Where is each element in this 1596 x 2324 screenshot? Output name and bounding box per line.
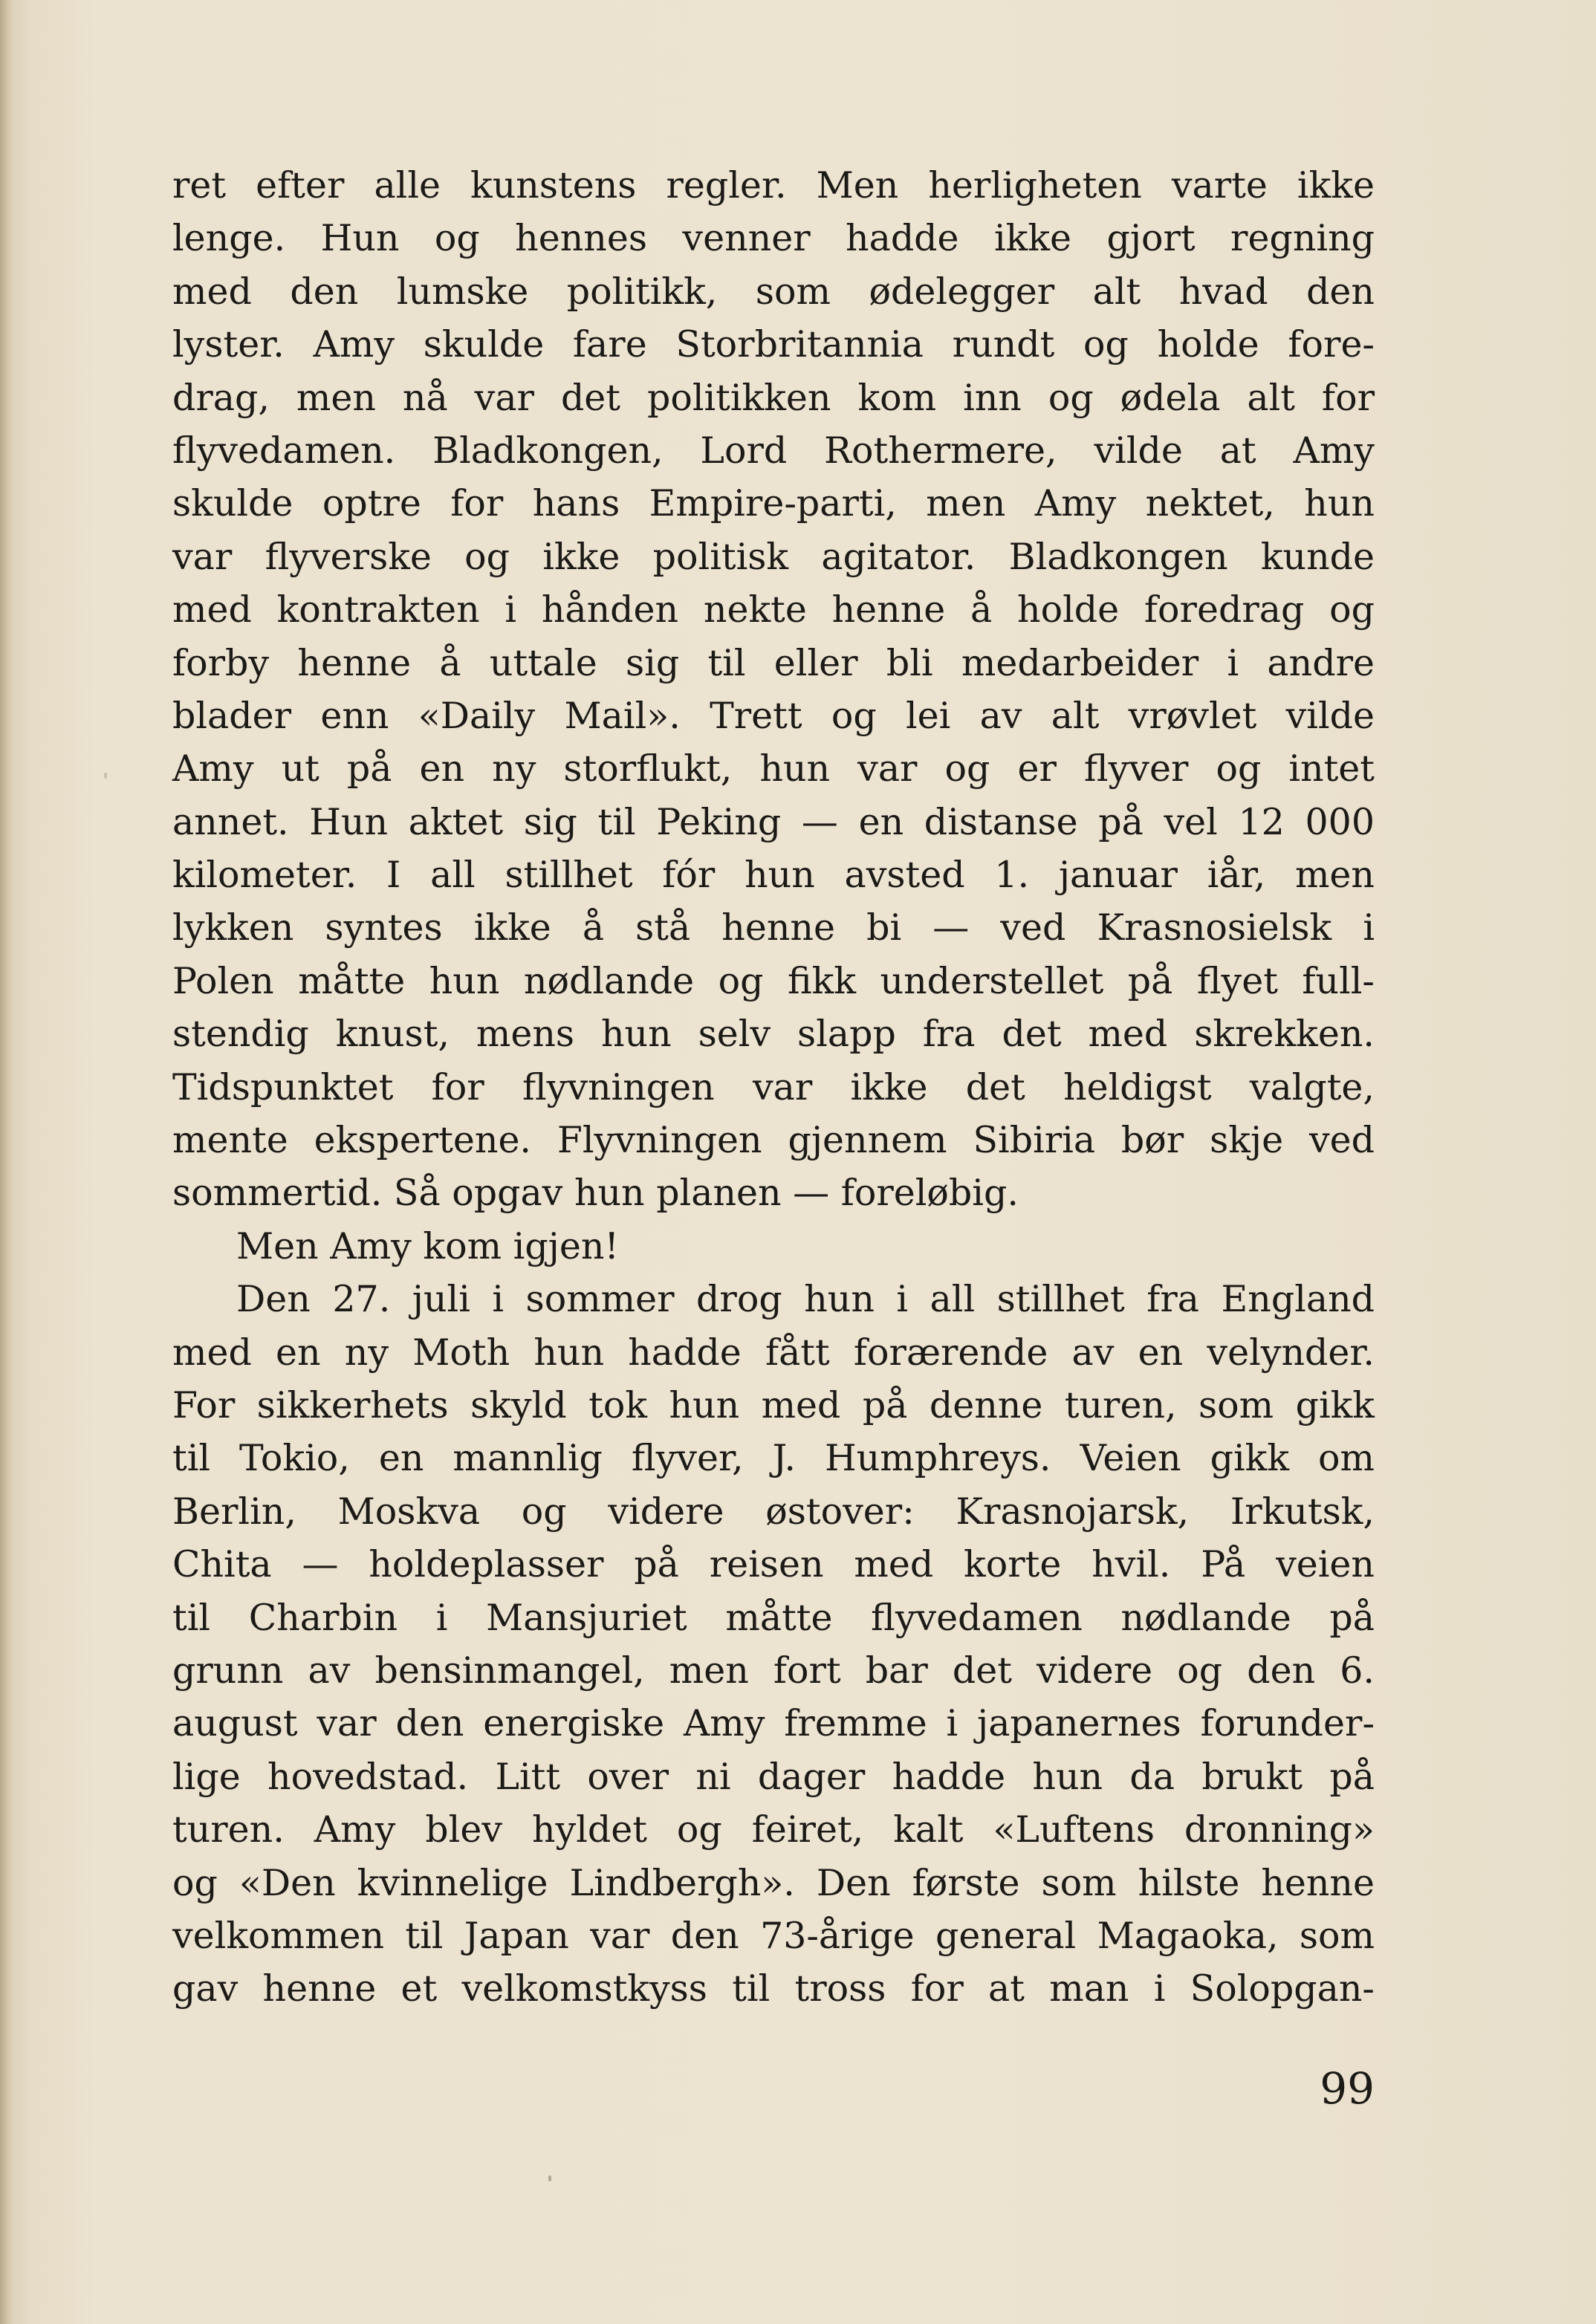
text-line: annet. Hun aktet sig til Peking — en distanse på vel 12 000 bbox=[172, 800, 1375, 843]
text-line: til Charbin i Mansjuriet måtte flyvedamen nødlande på bbox=[172, 1596, 1375, 1639]
page-edge-shadow bbox=[0, 0, 13, 2324]
text-line: Den 27. juli i sommer drog hun i all stillhet fra England bbox=[236, 1278, 1375, 1321]
text-line: forby henne å uttale sig til eller bli medarbeider i andre bbox=[172, 641, 1375, 684]
text-line: lige hovedstad. Litt over ni dager hadde hun da brukt på bbox=[172, 1755, 1375, 1798]
page-number: 99 bbox=[1320, 2063, 1375, 2114]
text-line: flyvedamen. Bladkongen, Lord Rothermere, vilde at Amy bbox=[172, 429, 1375, 472]
text-line: var flyverske og ikke politisk agitator. Bladkongen kunde bbox=[172, 535, 1375, 578]
text-line: grunn av bensinmangel, men fort bar det videre og den 6. bbox=[172, 1649, 1375, 1692]
text-line: med kontrakten i hånden nekte henne å holde foredrag og bbox=[172, 588, 1375, 632]
text-line: Berlin, Moskva og videre østover: Krasnojarsk, Irkutsk, bbox=[172, 1490, 1375, 1533]
text-line: Tidspunktet for flyvningen var ikke det heldigst valgte, bbox=[172, 1065, 1375, 1109]
text-line: ret efter alle kunstens regler. Men herligheten varte ikke bbox=[172, 164, 1375, 207]
text-line: mente ekspertene. Flyvningen gjennem Sibiria bør skje ved bbox=[172, 1119, 1375, 1162]
text-line: Amy ut på en ny storflukt, hun var og er flyver og intet bbox=[172, 747, 1375, 791]
text-line: august var den energiske Amy fremme i japanernes forunder- bbox=[172, 1702, 1375, 1745]
paper-speck bbox=[104, 773, 107, 779]
text-line: Chita — holdeplasser på reisen med korte hvil. På veien bbox=[172, 1543, 1375, 1586]
text-line: blader enn «Daily Mail». Trett og lei av alt vrøvlet vilde bbox=[172, 694, 1375, 737]
paper-speck bbox=[548, 2175, 551, 2181]
text-line: turen. Amy blev hyldet og feiret, kalt «Luftens dronning» bbox=[172, 1808, 1375, 1851]
text-line: sommertid. Så opgav hun planen — foreløbig. bbox=[172, 1172, 1019, 1215]
text-line: drag, men nå var det politikken kom inn og ødela alt for bbox=[172, 376, 1375, 419]
text-line: skulde optre for hans Empire-parti, men Amy nektet, hun bbox=[172, 482, 1375, 525]
text-line: velkommen til Japan var den 73-årige general Magaoka, som bbox=[172, 1914, 1375, 1957]
text-line: gav henne et velkomstkyss til tross for at man i Solopgan- bbox=[172, 1967, 1375, 2010]
text-line: og «Den kvinnelige Lindbergh». Den første som hilste henne bbox=[172, 1861, 1375, 1904]
text-line: med en ny Moth hun hadde fått forærende av en velynder. bbox=[172, 1331, 1375, 1374]
text-line: kilometer. I all stillhet fór hun avsted 1. januar iår, men bbox=[172, 854, 1375, 897]
text-line: lenge. Hun og hennes venner hadde ikke gjort regning bbox=[172, 217, 1375, 260]
text-line: Men Amy kom igjen! bbox=[236, 1224, 620, 1268]
text-line: lykken syntes ikke å stå henne bi — ved Krasnosielsk i bbox=[172, 906, 1375, 950]
text-line: med den lumske politikk, som ødelegger alt hvad den bbox=[172, 270, 1375, 313]
text-line: lyster. Amy skulde fare Storbritannia rundt og holde fore- bbox=[172, 323, 1375, 366]
body-text bbox=[172, 159, 1375, 2016]
text-line: stendig knust, mens hun selv slapp fra det med skrekken. bbox=[172, 1013, 1375, 1056]
text-line: For sikkerhets skyld tok hun med på denne turen, som gikk bbox=[172, 1383, 1375, 1426]
text-line: Polen måtte hun nødlande og fikk understellet på flyet full- bbox=[172, 959, 1375, 1002]
text-line: til Tokio, en mannlig flyver, J. Humphreys. Veien gikk om bbox=[172, 1437, 1375, 1480]
